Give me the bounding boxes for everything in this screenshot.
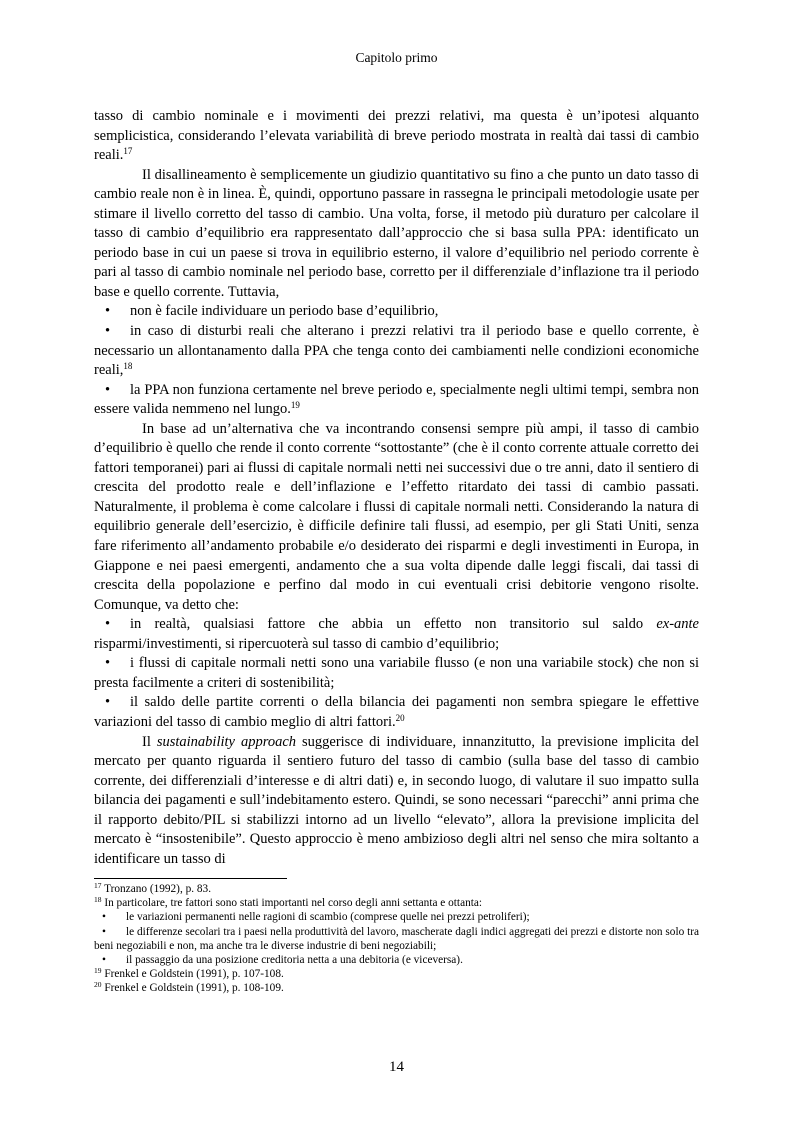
list-item-text: risparmi/investimenti, si ripercuoterà sul tasso di cambio d’equilibrio;: [94, 635, 500, 652]
footnote-list-item: [94, 953, 699, 967]
page-number: 14: [389, 1059, 404, 1075]
footnote-number: 18: [94, 895, 102, 905]
footnote-list-item: [94, 925, 699, 953]
footnote-text: Frenkel e Goldstein (1991), p. 108-109.: [101, 982, 284, 995]
list-item-text: non è facile individuare un periodo base d’equilibrio,: [130, 303, 439, 320]
list-item-text: in realtà, qualsiasi fattore che abbia un effetto non transitorio sul saldo: [130, 616, 657, 633]
footnotes: [94, 882, 699, 996]
paragraph-text: suggerisce di individuare, innanzitutto, la previsione implicita del mercato per quanto riguarda il sentiero futuro del tasso di cambio (sulla base del tasso di cambio corrente, dei differenziali d’interesse e di altri dati) e, in secondo luogo, di valutare il suo impatto sulla bilancia dei pagamenti e sull’indebitamento estero. Quindi, se sono necessari “parecchi” anni prima che il rapporto debito/PIL si stabilizzi intorno ad un livello “elevato”, allora la previsione implicita del mercato è “insostenibile”. Questo approccio è meno ambizioso degli altri nel senso che mira soltanto a identificare un tasso di: [94, 733, 700, 867]
list-item: [94, 615, 699, 654]
bullet-icon: •: [105, 616, 111, 633]
bullet-icon: •: [105, 381, 111, 398]
bullet-icon: •: [105, 655, 111, 672]
list-item: [94, 322, 699, 381]
list-item: [94, 693, 699, 732]
footnote: [94, 882, 699, 896]
footnote-text: il passaggio da una posizione creditoria netta a una debitoria (e viceversa).: [126, 954, 463, 967]
list-item: [94, 381, 699, 420]
paragraph: [94, 733, 699, 870]
footnote-text: Frenkel e Goldstein (1991), p. 107-108.: [101, 968, 284, 981]
footnote-number: 19: [94, 966, 102, 976]
bullet-icon: •: [105, 694, 111, 711]
body-text: [94, 107, 699, 869]
footnote-ref: 18: [123, 361, 133, 372]
footnote-text: Tronzano (1992), p. 83.: [101, 883, 212, 895]
italic-term: ex-ante: [656, 616, 699, 633]
footnote-ref: 19: [290, 400, 300, 411]
footnote-list-item: [94, 910, 699, 924]
bullet-icon: •: [105, 303, 111, 320]
footnote-number: 20: [94, 980, 102, 990]
list-item-text: i flussi di capitale normali netti sono una variabile flusso (e non una variabile stock) che non si presta facilmente a criteri di sostenibilità;: [94, 655, 699, 691]
list-item-text: la PPA non funziona certamente nel breve periodo e, specialmente negli ultimi tempi, sembra non essere valida nemmeno nel lungo.: [94, 381, 699, 418]
paragraph: In base ad un’alternativa che va incontrando consensi sempre più ampi, il tasso di cambio d’equilibrio è quello che rende il conto corrente “sottostante” (che è il conto corrente attuale corretto dei fattori temporanei) pari ai flussi di capitale normali netti nei successivi due o tre anni, dato il sentiero di crescita del prodotto reale e dell’inflazione e l’effetto ritardato dei tassi di cambio passati. Naturalmente, il problema è come calcolare i flussi di capitale normali netti. Considerando la natura di equilibrio generale dell’esercizio, è difficile definire tali flussi, ad esempio, per gli Stati Uniti, senza fare riferimento all’andamento probabile e/o desiderato dei risparmi e degli investimenti in Europa, in Giappone e nei paesi emergenti, andamento che a sua volta dipende dalle leggi fiscali, dai tassi di crescita della popolazione e perfino dal modo in cui eventuali crisi debitorie vengono risolte. Comunque, va detto che:: [94, 420, 699, 613]
footnote-number: 17: [94, 881, 102, 890]
paragraph-text: Il: [142, 733, 157, 750]
list-item-text: in caso di disturbi reali che alterano i prezzi relativi tra il periodo base e quello corrente, è necessario un allontanamento dalla PPA che tenga conto dei cambiamenti nelle condizioni economiche reali,: [94, 323, 699, 379]
paragraph: [94, 107, 699, 166]
footnote: [94, 896, 699, 910]
list-item: [94, 654, 699, 693]
footnote-ref: 17: [123, 146, 133, 157]
bullet-icon: •: [102, 925, 106, 938]
footnote-ref: 20: [395, 712, 405, 723]
paragraph: Il disallineamento è semplicemente un giudizio quantitativo su fino a che punto un dato tasso di cambio reale non è in linea. È, quindi, opportuno passare in rassegna le principali metodologie usate per stimare il livello corretto del tasso di cambio. Una volta, forse, il metodo più duraturo per calcolare il tasso di cambio d’equilibrio era rappresentato dall’approccio che si basa sulla PPA: identificato un periodo base in cui un paese si trova in equilibrio esterno, il valore d’equilibrio nel periodo corrente è pari al tasso di cambio nominale nel periodo base, corretto per il differenziale d’inflazione tra il periodo base e quello corrente. Tuttavia,: [94, 166, 699, 300]
footnote: [94, 967, 699, 981]
bullet-icon: •: [105, 323, 111, 340]
paragraph-text: tasso di cambio nominale e i movimenti dei prezzi relativi, ma questa è un’ipotesi alquanto semplicistica, considerando l’elevata variabilità di breve periodo mostrata in realtà dai tassi di cambio reali.: [94, 108, 699, 164]
list-item: [94, 302, 699, 322]
bullet-icon: •: [102, 954, 106, 967]
footnote-text: le variazioni permanenti nelle ragioni di scambio (comprese quelle nei prezzi petroliferi);: [126, 911, 530, 924]
footnote-separator: [94, 878, 287, 879]
footnote: [94, 981, 699, 995]
running-header: Capitolo primo: [355, 50, 438, 65]
list-item-text: il saldo delle partite correnti o della bilancia dei pagamenti non sembra spiegare le effettive variazioni del tasso di cambio meglio di altri fattori.: [94, 694, 699, 730]
italic-term: sustainability approach: [156, 733, 297, 750]
bullet-icon: •: [102, 911, 106, 924]
footnote-text: le differenze secolari tra i paesi nella produttività del lavoro, mascherate dagli indici aggregati dei prezzi e distorte non solo tra beni negoziabili e non, ma anche tra le diverse industrie di beni negoziabili;: [94, 925, 699, 952]
footnote-text: In particolare, tre fattori sono stati importanti nel corso degli anni settanta e ottanta:: [101, 897, 483, 910]
